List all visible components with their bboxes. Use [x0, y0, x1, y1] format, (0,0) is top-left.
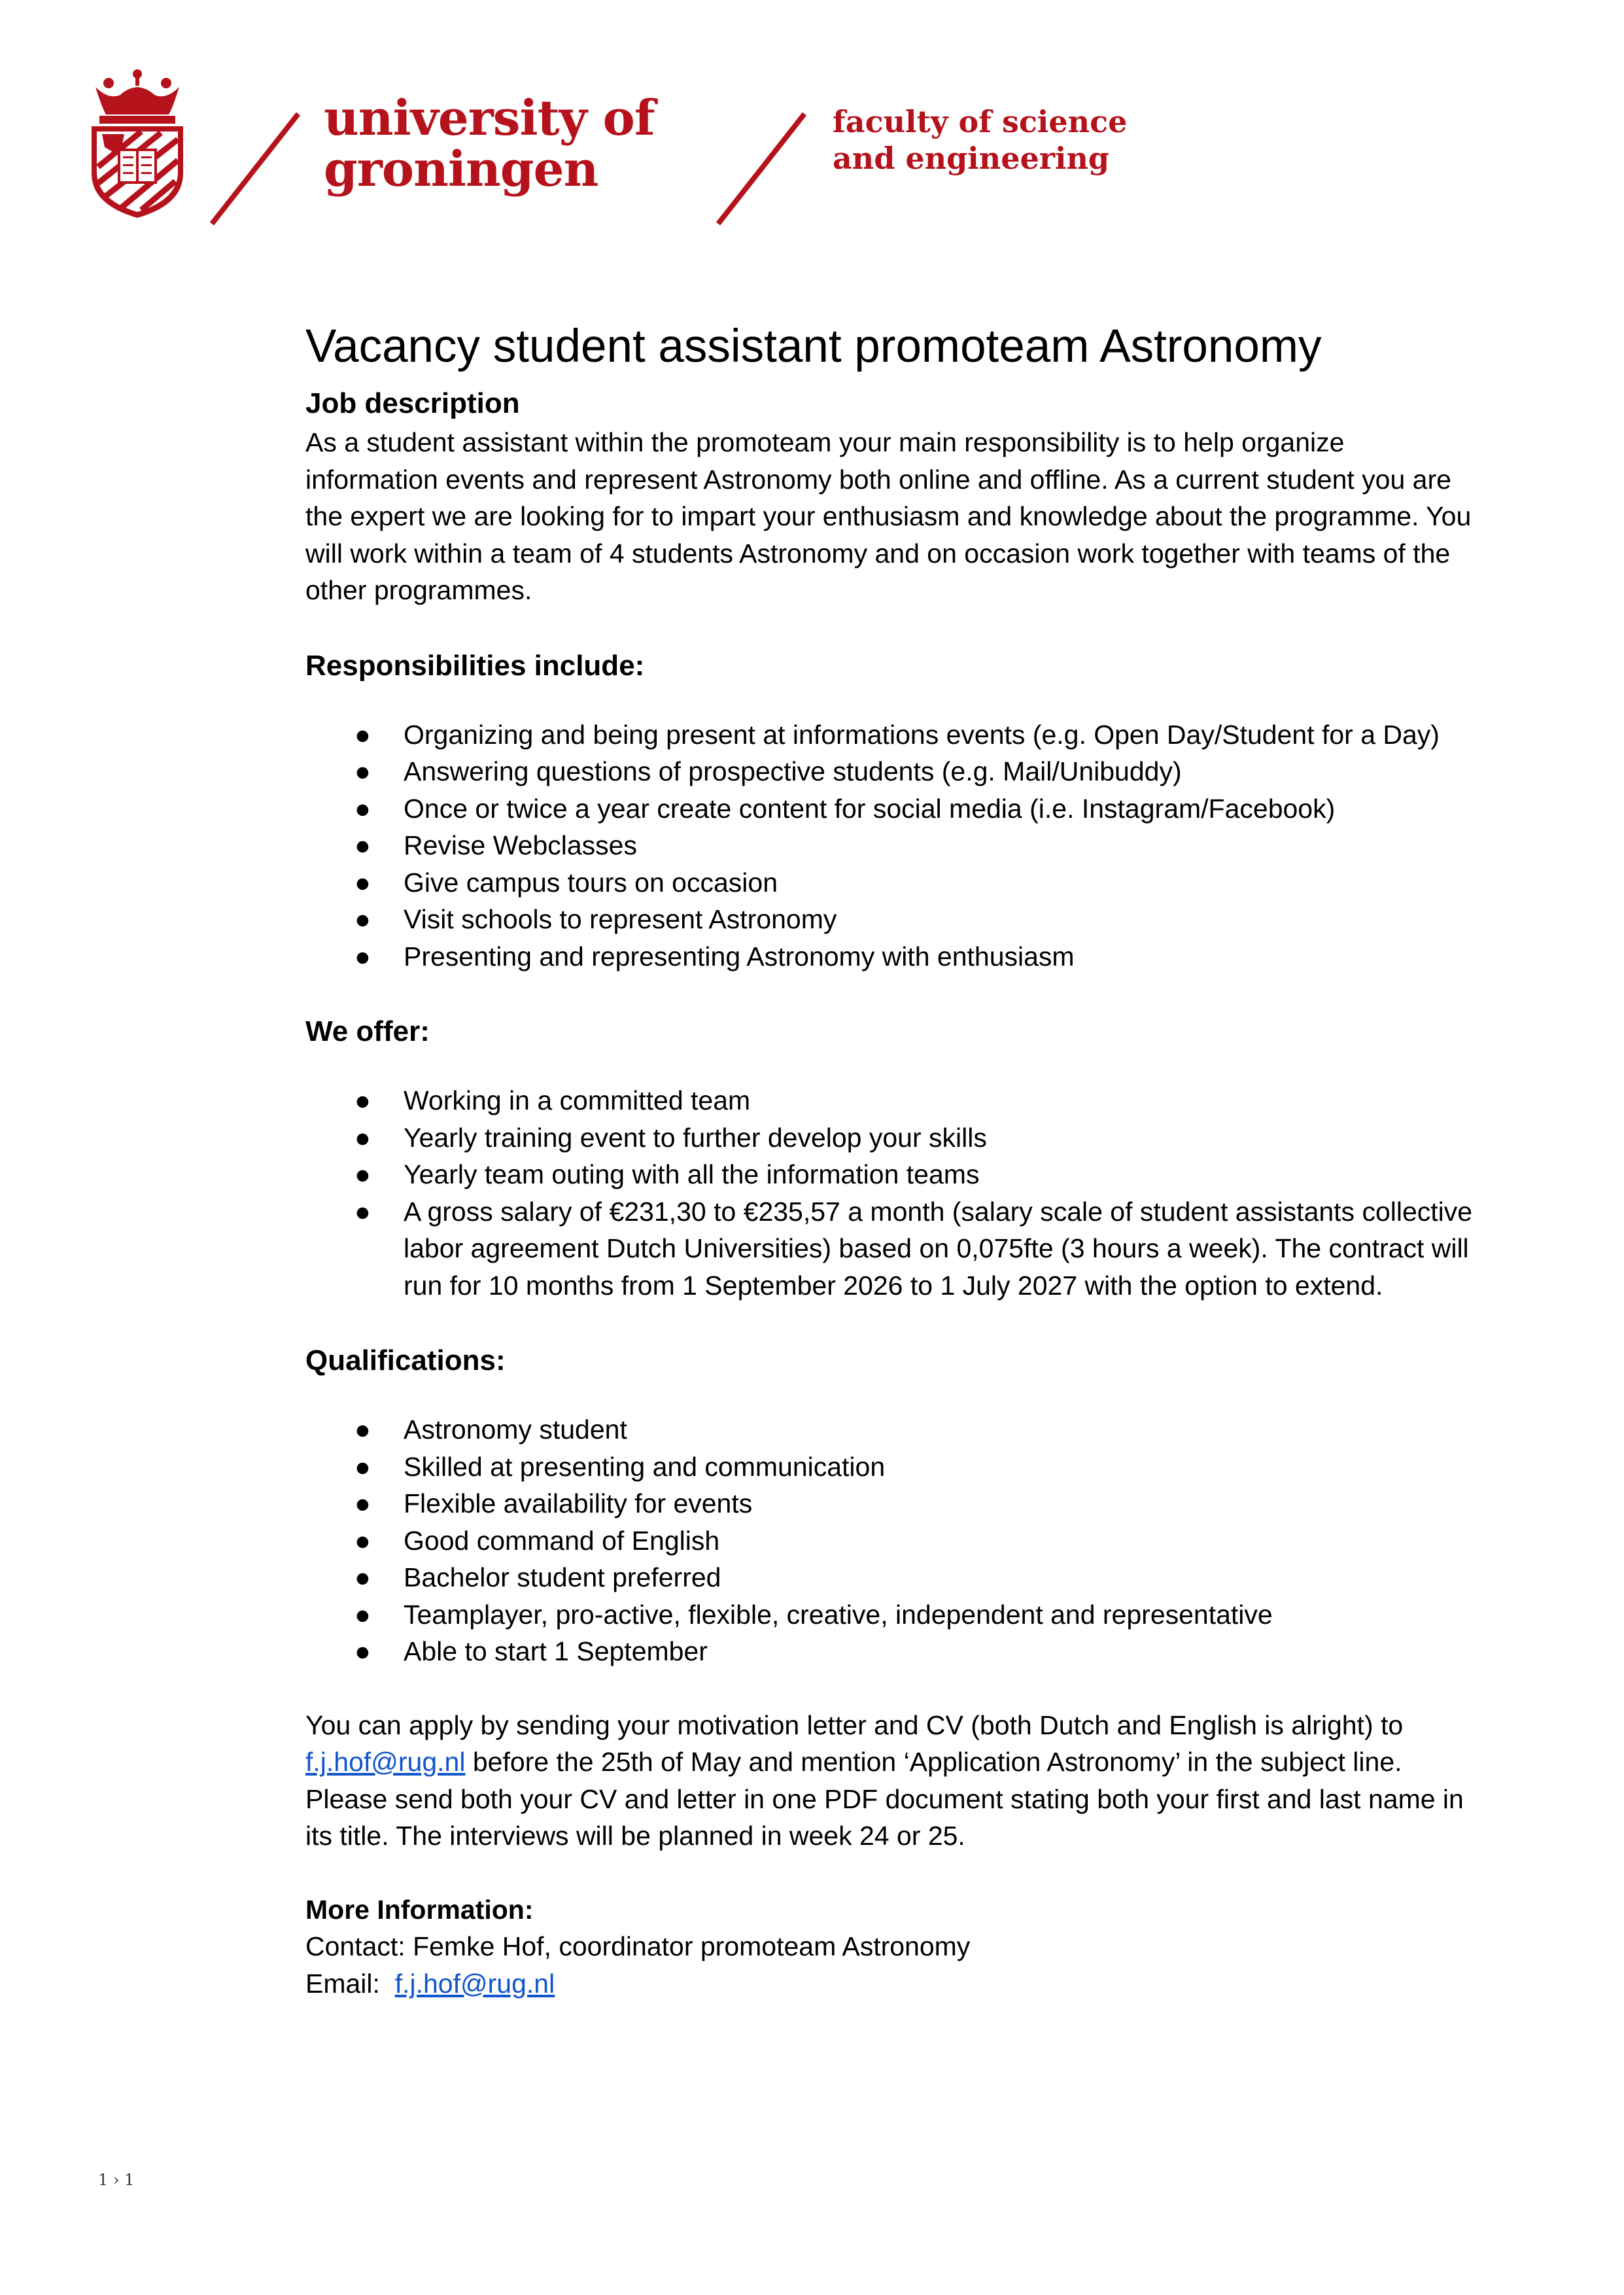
apply-paragraph: [305, 1707, 1483, 1855]
list-item: ● Visit schools to represent Astronomy: [305, 901, 1483, 938]
offer-list: [305, 1082, 1483, 1304]
responsibilities-list: [305, 716, 1483, 975]
divider-slash-icon: [713, 110, 811, 228]
bullet-icon: ●: [354, 1562, 371, 1592]
more-info-heading: More Information:: [305, 1894, 534, 1925]
letterhead: [0, 0, 1624, 249]
bullet-icon: ●: [354, 1488, 371, 1518]
faculty-line-1: faculty of science: [833, 104, 1128, 139]
list-item: ● Yearly training event to further develop your skills: [305, 1119, 1483, 1157]
contact-email-link[interactable]: f.j.hof@rug.nl: [394, 1968, 555, 1999]
list-item: ● Presenting and representing Astronomy with enthusiasm: [305, 938, 1483, 975]
list-item: ● Able to start 1 September: [305, 1633, 1483, 1670]
list-item: ● Bachelor student preferred: [305, 1559, 1483, 1596]
university-wordmark: [324, 90, 655, 198]
job-description-text: As a student assistant within the promoteam your main responsibility is to help organize information events and represent Astronomy both online and offline. As a current student you are the expert we are looking for to impart your enthusiasm and knowledge about the programme. You will work within a team of 4 students Astronomy and on occasion work together with teams of the other programmes.: [305, 427, 1472, 605]
list-item: ● Teamplayer, pro-active, flexible, creative, independent and representative: [305, 1596, 1483, 1634]
apply-email-link[interactable]: f.j.hof@rug.nl: [305, 1747, 466, 1777]
list-item: ● Revise Webclasses: [305, 827, 1483, 864]
list-item: ● A gross salary of €231,30 to €235,57 a month (salary scale of student assistants collective labor agreement Dutch Universities) based on 0,075fte (3 hours a week). The contract will run for 10 months from 1 September 2026 to 1 July 2027 with the option to extend.: [305, 1193, 1483, 1305]
bullet-icon: ●: [354, 1414, 371, 1445]
bullet-icon: ●: [354, 1451, 371, 1482]
email-label: Email:: [305, 1968, 380, 1999]
job-description-heading: Job description: [305, 387, 520, 419]
offer-heading: We offer:: [305, 1015, 430, 1047]
apply-text-after: before the 25th of May and mention ‘Application Astronomy’ in the subject line. Please send both your CV and letter in one PDF document stating both your first and last name in its title. The interviews will be planned in week 24 or 25.: [305, 1747, 1464, 1851]
bullet-icon: ●: [354, 830, 371, 860]
university-line-2: groningen: [324, 141, 598, 198]
divider-slash-icon: [207, 110, 305, 228]
bullet-icon: ●: [354, 793, 371, 824]
bullet-icon: ●: [354, 719, 371, 750]
list-item: ● Skilled at presenting and communication: [305, 1448, 1483, 1486]
list-item: ● Once or twice a year create content for social media (i.e. Instagram/Facebook): [305, 790, 1483, 828]
responsibilities-heading: Responsibilities include:: [305, 649, 645, 682]
list-item: ● Flexible availability for events: [305, 1485, 1483, 1522]
bullet-icon: ●: [354, 756, 371, 786]
university-line-1: university of: [324, 90, 655, 147]
bullet-icon: ●: [354, 1085, 371, 1115]
bullet-icon: ●: [354, 904, 371, 934]
page-title: Vacancy student assistant promoteam Astronomy: [305, 321, 1322, 372]
document-body: [305, 314, 1483, 2002]
qualifications-list: [305, 1411, 1483, 1670]
list-item: ● Working in a committed team: [305, 1082, 1483, 1119]
page-indicator: 1 › 1: [98, 2171, 135, 2189]
bullet-icon: ●: [354, 867, 371, 898]
bullet-icon: ●: [354, 1599, 371, 1630]
bullet-icon: ●: [354, 941, 371, 972]
list-item: ● Good command of English: [305, 1522, 1483, 1560]
list-item: ● Answering questions of prospective students (e.g. Mail/Unibuddy): [305, 753, 1483, 790]
bullet-icon: ●: [354, 1525, 371, 1556]
qualifications-heading: Qualifications:: [305, 1344, 506, 1376]
list-item: ● Give campus tours on occasion: [305, 864, 1483, 902]
bullet-icon: ●: [354, 1636, 371, 1666]
list-item: ● Astronomy student: [305, 1411, 1483, 1448]
contact-line: Contact: Femke Hof, coordinator promoteam Astronomy: [305, 1931, 971, 1961]
email-line: [305, 1965, 1483, 2003]
apply-text-before: You can apply by sending your motivation letter and CV (both Dutch and English is alright) to: [305, 1709, 1404, 1740]
faculty-wordmark: [833, 103, 1127, 177]
faculty-line-2: and engineering: [833, 141, 1110, 176]
university-crest-icon: [89, 69, 186, 219]
bullet-icon: ●: [354, 1159, 371, 1189]
list-item: ● Yearly team outing with all the information teams: [305, 1156, 1483, 1193]
list-item: ● Organizing and being present at informations events (e.g. Open Day/Student for a Day): [305, 716, 1483, 754]
bullet-icon: ●: [354, 1122, 371, 1153]
bullet-icon: ●: [354, 1196, 371, 1227]
